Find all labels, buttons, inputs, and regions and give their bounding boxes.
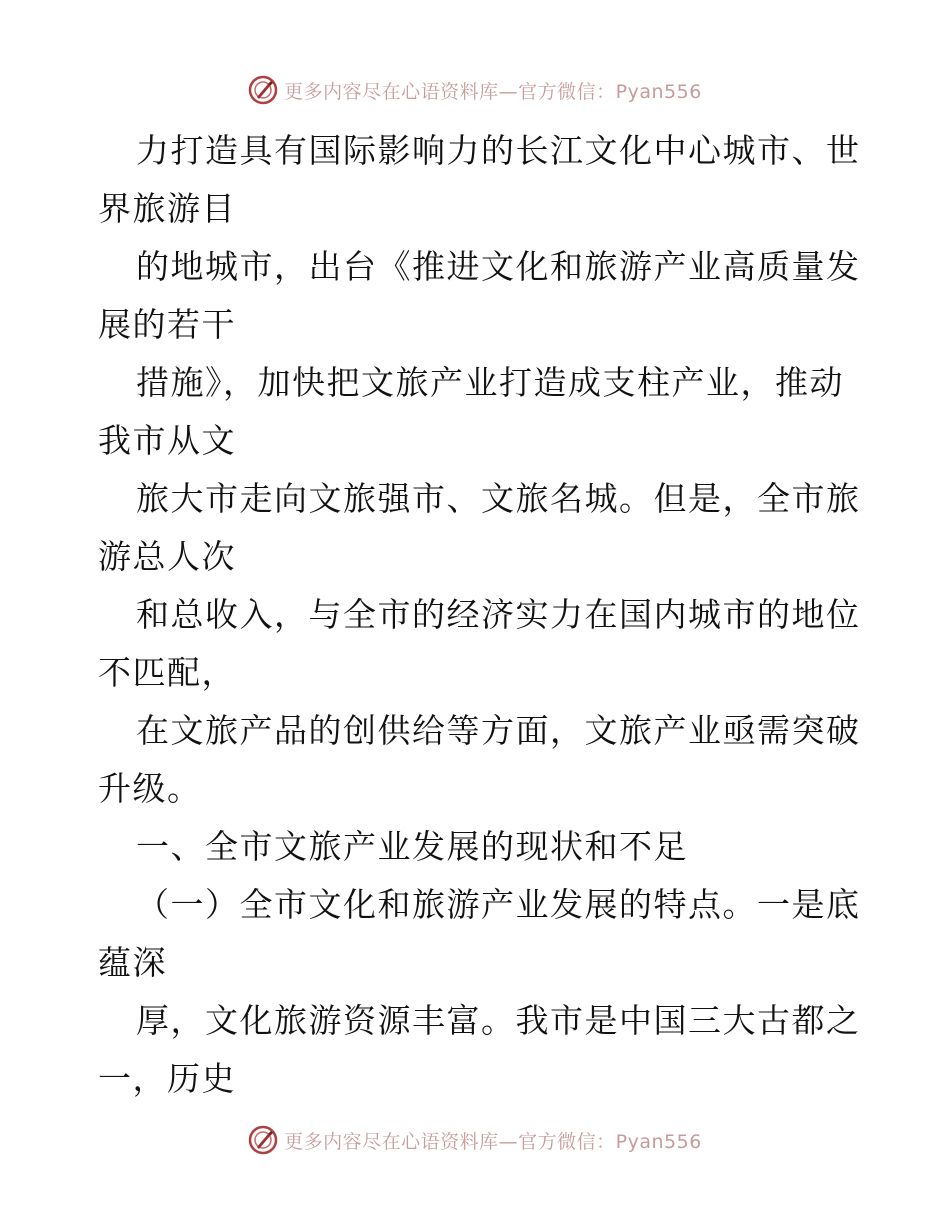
text-line: 展的若干 <box>98 305 236 344</box>
text-line: 旅大市走向文旅强市、文旅名城。但是，全市旅 <box>136 479 861 518</box>
document-body <box>98 122 861 1108</box>
text-line: 力打造具有国际影响力的长江文化中心城市、世 <box>136 131 861 170</box>
text-line: 蕴深 <box>98 943 167 982</box>
pen-seal-icon <box>248 1125 278 1155</box>
text-line: 的地城市，出台《推进文化和旅游产业高质量发 <box>136 247 861 286</box>
section-heading: 一、全市文旅产业发展的现状和不足 <box>136 827 688 866</box>
text-line: 界旅游目 <box>98 189 236 228</box>
text-line: 在文旅产品的创供给等方面，文旅产业亟需突破 <box>136 711 861 750</box>
text-line: 一，历史 <box>98 1059 236 1098</box>
text-line: （一）全市文化和旅游产业发展的特点。一是底 <box>136 885 861 924</box>
pen-seal-icon <box>248 75 278 105</box>
watermark-text: 更多内容尽在心语资料库—官方微信：Pyan556 <box>284 1130 702 1153</box>
text-line: 不匹配， <box>98 653 236 692</box>
text-line: 升级。 <box>98 769 202 808</box>
text-line: 措施》，加快把文旅产业打造成支柱产业，推动 <box>136 363 844 402</box>
footer-watermark <box>0 1122 950 1158</box>
text-line: 厚，文化旅游资源丰富。我市是中国三大古都之 <box>136 1001 861 1040</box>
watermark-text: 更多内容尽在心语资料库—官方微信：Pyan556 <box>284 80 702 103</box>
text-line: 和总收入，与全市的经济实力在国内城市的地位 <box>136 595 861 634</box>
text-line: 游总人次 <box>98 537 236 576</box>
header-watermark <box>0 72 950 108</box>
text-line: 我市从文 <box>98 421 236 460</box>
